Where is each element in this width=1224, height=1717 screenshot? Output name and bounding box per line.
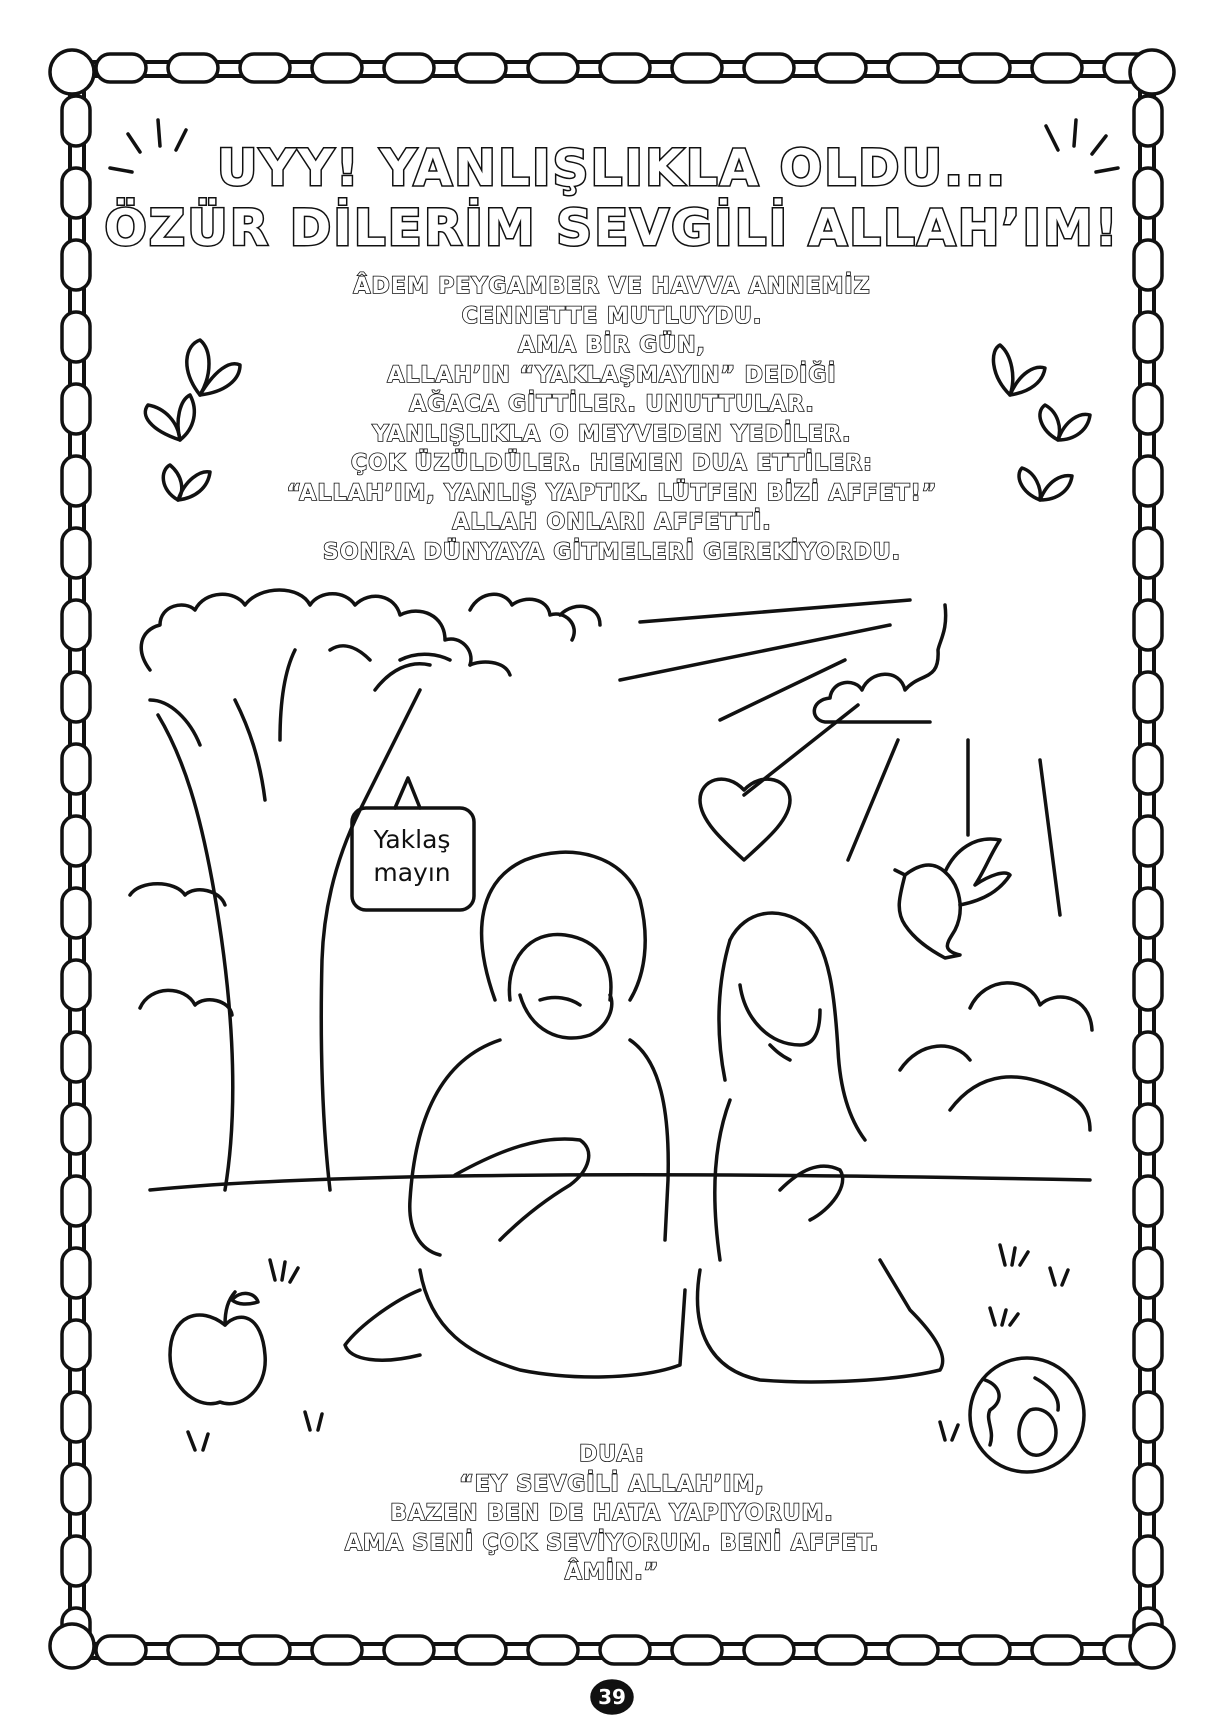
story-line: “ALLAH’IM, YANLIŞ YAPTIK. LÜTFEN BİZİ AFFET!” xyxy=(286,480,938,506)
page-title-line-2: ÖZÜR DİLERİM SEVGİLİ ALLAH’IM! xyxy=(104,199,1120,257)
burst-right-icon xyxy=(1046,120,1118,172)
story-line: ALLAH ONLARI AFFETTİ. xyxy=(452,510,772,535)
story-line: AĞACA GİTTİLER. UNUTTULAR. xyxy=(409,392,815,417)
prayer-text xyxy=(0,1440,1224,1588)
story-line: ALLAH’IN “YAKLAŞMAYIN” DEDİĞİ xyxy=(387,362,837,388)
sun-ray-icon xyxy=(620,600,1060,915)
apple-icon xyxy=(170,1292,265,1404)
grass-tufts xyxy=(188,1245,1068,1450)
dove-icon xyxy=(895,839,1010,958)
story-line: ÇOK ÜZÜLDÜLER. HEMEN DUA ETTİLER: xyxy=(351,451,873,476)
leaf-sprig-icon xyxy=(145,340,240,500)
story-line: CENNETTE MUTLUYDU. xyxy=(461,303,763,329)
prayer-line: BAZEN BEN DE HATA YAPIYORUM. xyxy=(390,1501,834,1526)
leaf-sprig-icon xyxy=(993,345,1090,500)
sign-line-2: mayın xyxy=(373,858,451,887)
story-line: AMA BİR GÜN, xyxy=(518,333,706,358)
sign-text xyxy=(352,823,472,889)
page-title-line-1: UYY! YANLIŞLIKLA OLDU... xyxy=(216,139,1008,197)
prayer-line: AMA SENİ ÇOK SEVİYORUM. BENİ AFFET. xyxy=(344,1530,880,1556)
sign-line-1: Yaklaş xyxy=(373,825,451,854)
havva-figure xyxy=(698,913,943,1382)
page-number: 39 xyxy=(598,1685,626,1709)
prayer-line: ÂMİN.” xyxy=(564,1560,660,1585)
prayer-line: “EY SEVGİLİ ALLAH’IM, xyxy=(459,1471,765,1497)
story-line: SONRA DÜNYAYA GİTMELERİ GEREKİYORDU. xyxy=(323,539,901,565)
story-line: ÂDEM PEYGAMBER VE HAVVA ANNEMİZ xyxy=(353,274,871,299)
story-line: YANLIŞLIKLA O MEYVEDEN YEDİLER. xyxy=(372,421,852,447)
adam-figure xyxy=(345,852,685,1377)
prayer-line: DUA: xyxy=(579,1442,645,1467)
heart-icon xyxy=(700,779,790,860)
burst-left-icon xyxy=(110,120,186,172)
